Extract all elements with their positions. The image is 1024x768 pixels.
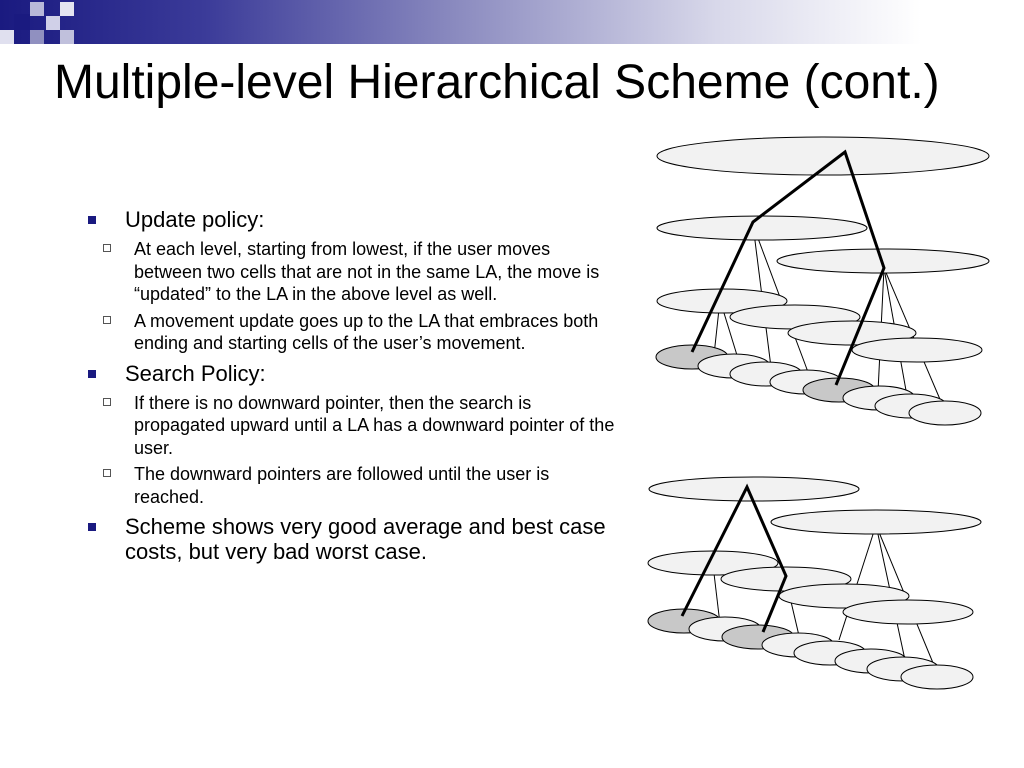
sub-bullet: The downward pointers are followed until the user is reached.: [51, 463, 618, 508]
bullet-update-policy: Update policy:: [88, 207, 618, 232]
page-title: Multiple-level Hierarchical Scheme (cont.): [54, 56, 940, 109]
sub-bullet: If there is no downward pointer, then the search is propagated upward until a LA has a downward pointer of the user.: [51, 392, 618, 460]
sub-bullet: A movement update goes up to the LA that embraces both ending and starting cells of the user’s movement.: [51, 310, 618, 355]
bullet-scheme-costs: Scheme shows very good average and best case costs, but very bad worst case.: [88, 514, 618, 564]
bullet-search-policy: Search Policy:: [88, 361, 618, 386]
sub-bullet: At each level, starting from lowest, if the user moves between two cells that are not in the same LA, the move is “updated” to the LA in the above level as well.: [51, 238, 618, 306]
hierarchy-diagram-bottom: [648, 477, 981, 689]
hierarchy-diagram-top: [656, 137, 989, 425]
